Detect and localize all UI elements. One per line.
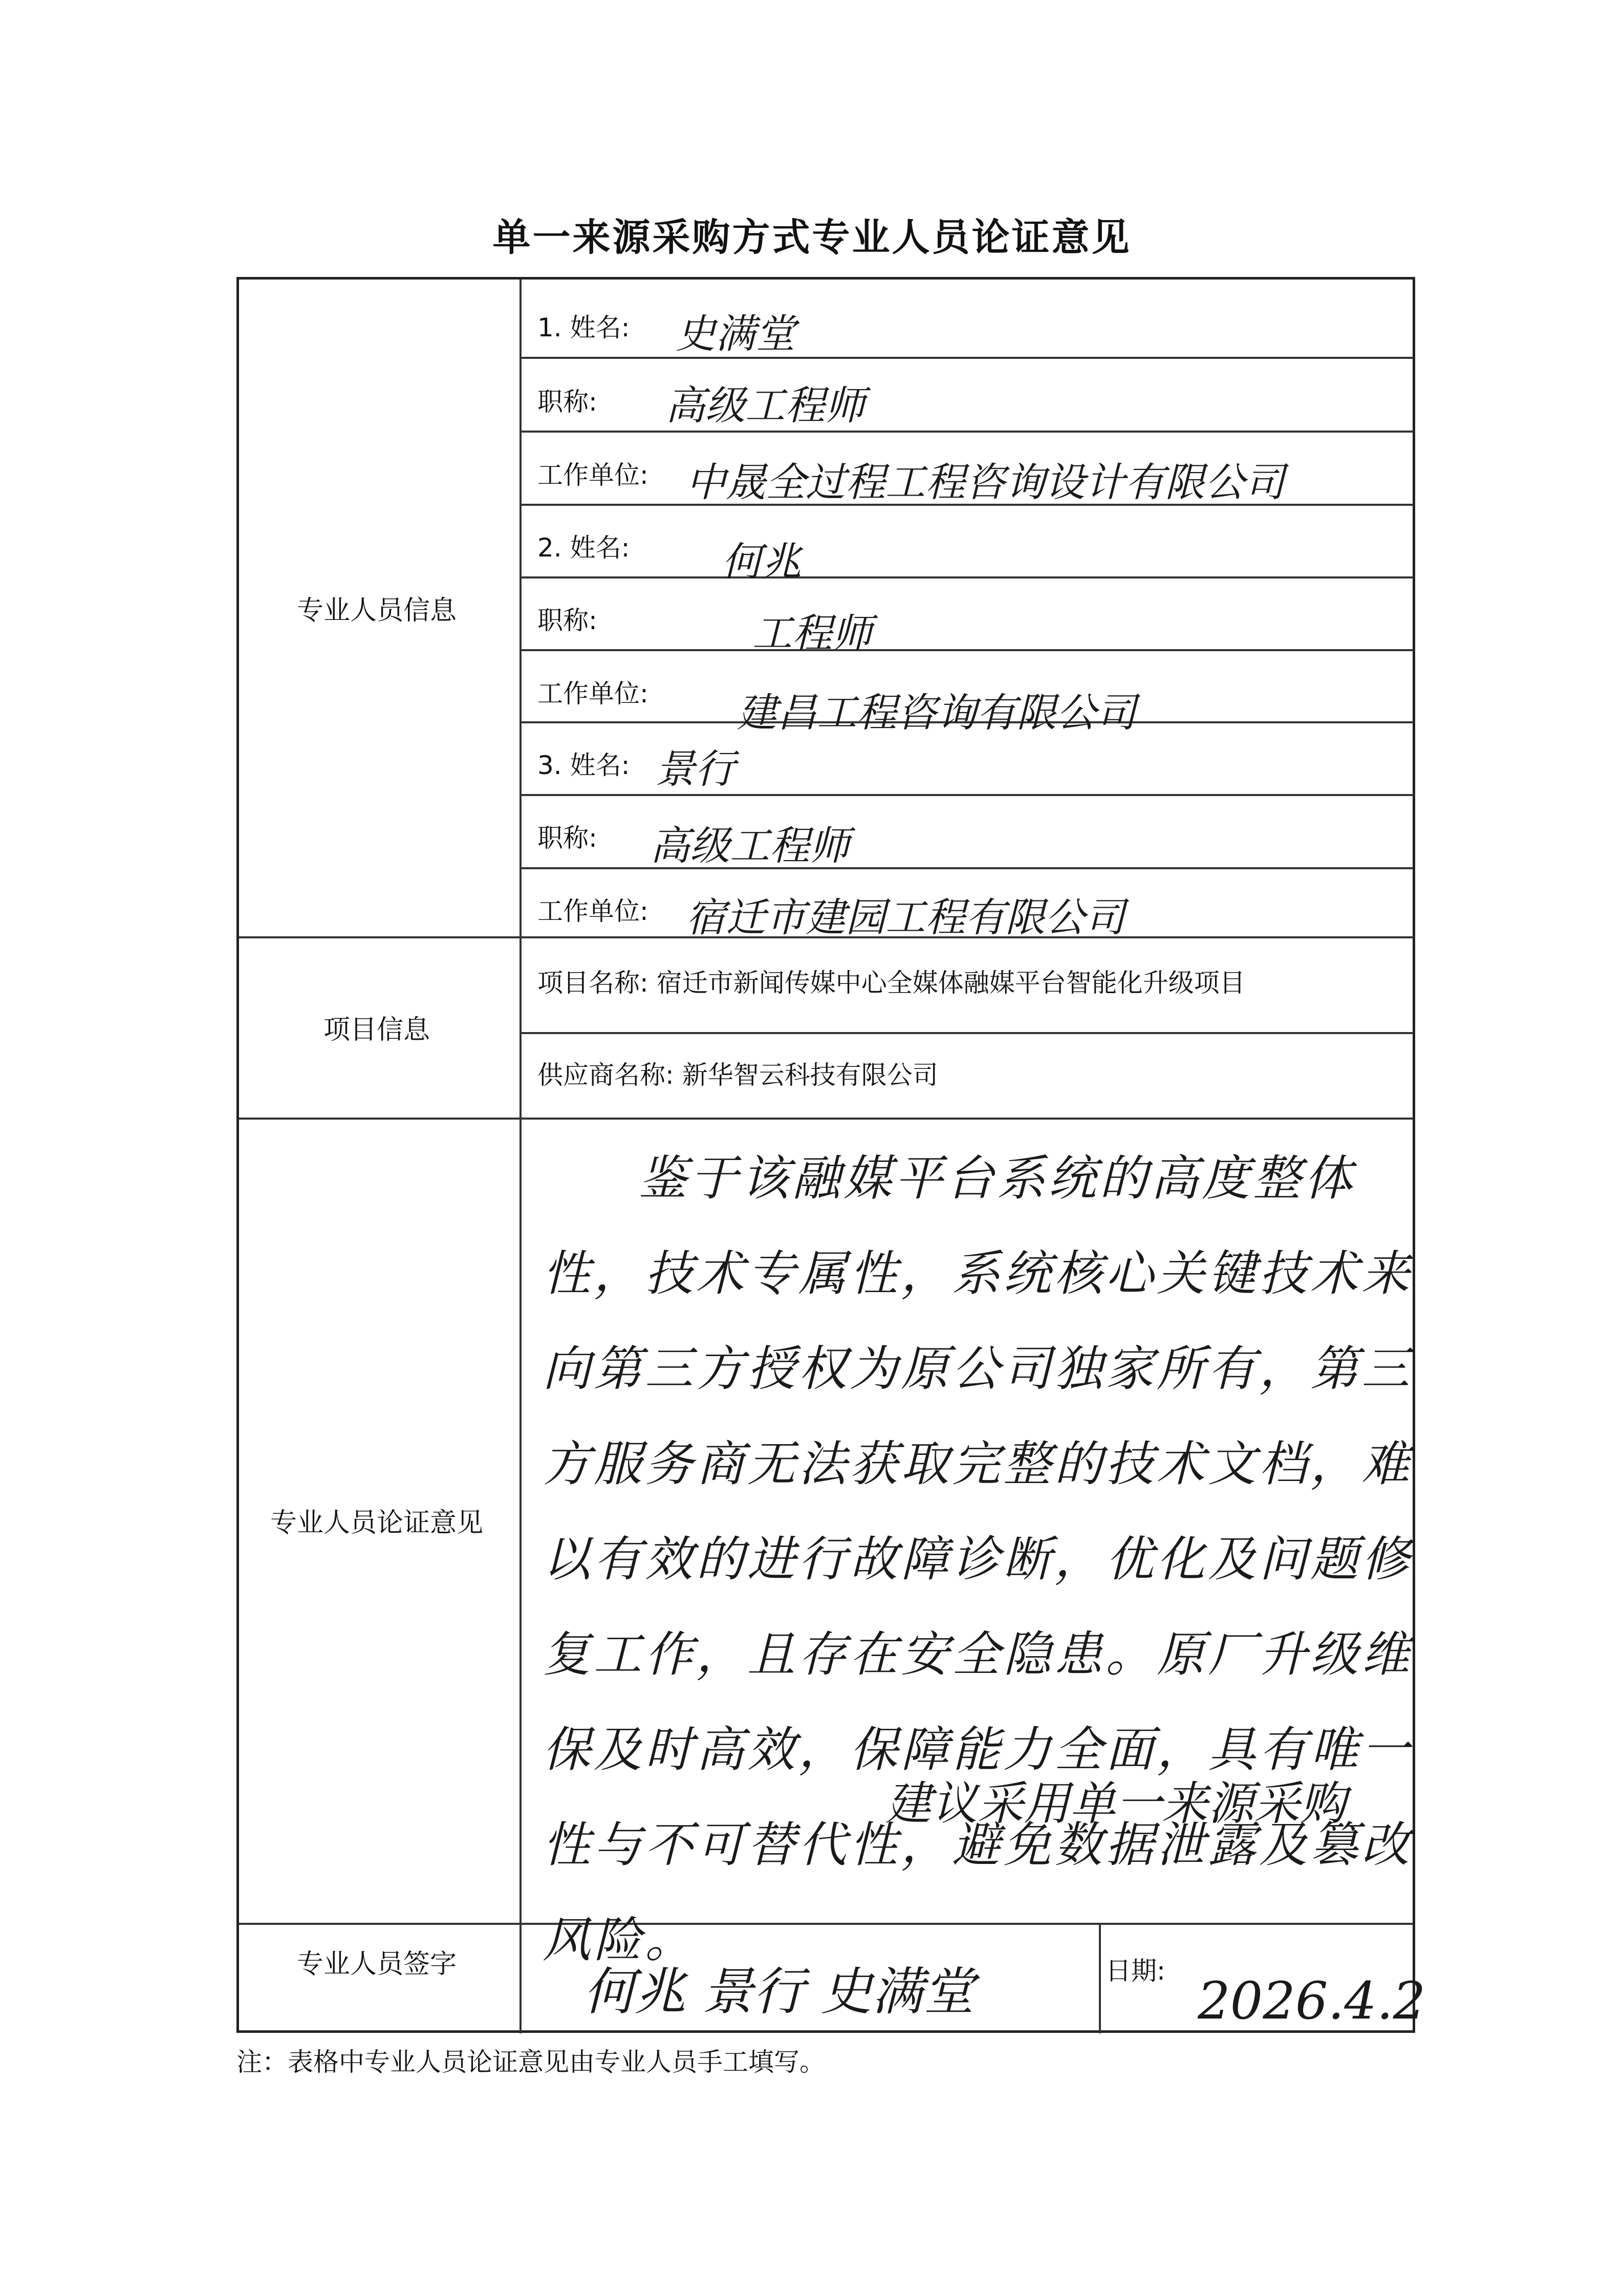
signature-section-label: 专业人员签字 [296,1948,457,1980]
project-name: 项目名称: 宿迁市新闻传媒中心全媒体融媒平台智能化升级项目 [537,968,1245,998]
expert1-unit-label: 工作单位: [537,460,648,490]
expert3-name: 景行 [655,746,735,792]
expert2-unit-label: 工作单位: [537,679,648,709]
expert2-name: 何兆 [722,539,802,585]
row-divider [519,576,1414,578]
document-title: 单一来源采购方式专业人员论证意见 [492,216,1132,260]
expert3-unit: 宿迁市建园工程有限公司 [686,895,1125,941]
expert2-title-label: 职称: [537,606,597,635]
expert1-name-label: 1. 姓名: [537,313,630,342]
expert1-title-label: 职称: [537,387,597,417]
column-divider [519,280,522,2033]
row-divider [519,431,1414,433]
expert2-name-label: 2. 姓名: [537,533,630,563]
opinion-section-label: 专业人员论证意见 [270,1508,483,1538]
row-divider [519,794,1414,796]
expert-signatures: 何兆 景行 史满堂 [583,1962,975,2022]
footnote: 注：表格中专业人员论证意见由专业人员手工填写。 [236,2047,825,2077]
opinion-text: 鉴于该融媒平台系统的高度整体性，技术专属性，系统核心关键技术来向第三方授权为原公司独家所有，第三方服务商无法获取完整的技术文档，难以有效的进行故障诊断，优化及问题修复工作，且存在安全隐患。原厂升级维保及时高效，保障能力全面，具有唯一性与不可替代性，避免数据泄露及篡改风险。 [543,1151,1413,1968]
personnel-section-label: 专业人员信息 [296,595,457,626]
expert1-unit: 中晟全过程工程咨询设计有限公司 [686,460,1285,506]
expert1-title: 高级工程师 [665,383,865,429]
expert1-name: 史满堂 [676,311,796,357]
expert2-title: 工程师 [752,611,873,657]
date-label: 日期: [1106,1956,1165,1986]
expert2-unit: 建昌工程咨询有限公司 [737,690,1137,736]
expert3-title-label: 职称: [537,823,597,853]
row-divider [519,649,1414,651]
row-divider [519,1032,1414,1034]
date-value: 2026.4.2 [1198,1971,1426,2031]
expert3-name-label: 3. 姓名: [537,750,630,780]
row-divider [519,357,1414,359]
project-section-label: 项目信息 [323,1014,430,1045]
supplier-name: 供应商名称: 新华智云科技有限公司 [537,1060,938,1090]
expert3-title: 高级工程师 [650,823,850,869]
expert3-unit-label: 工作单位: [537,896,648,926]
recommendation-text: 建议采用单一来源采购 [885,1777,1346,1831]
